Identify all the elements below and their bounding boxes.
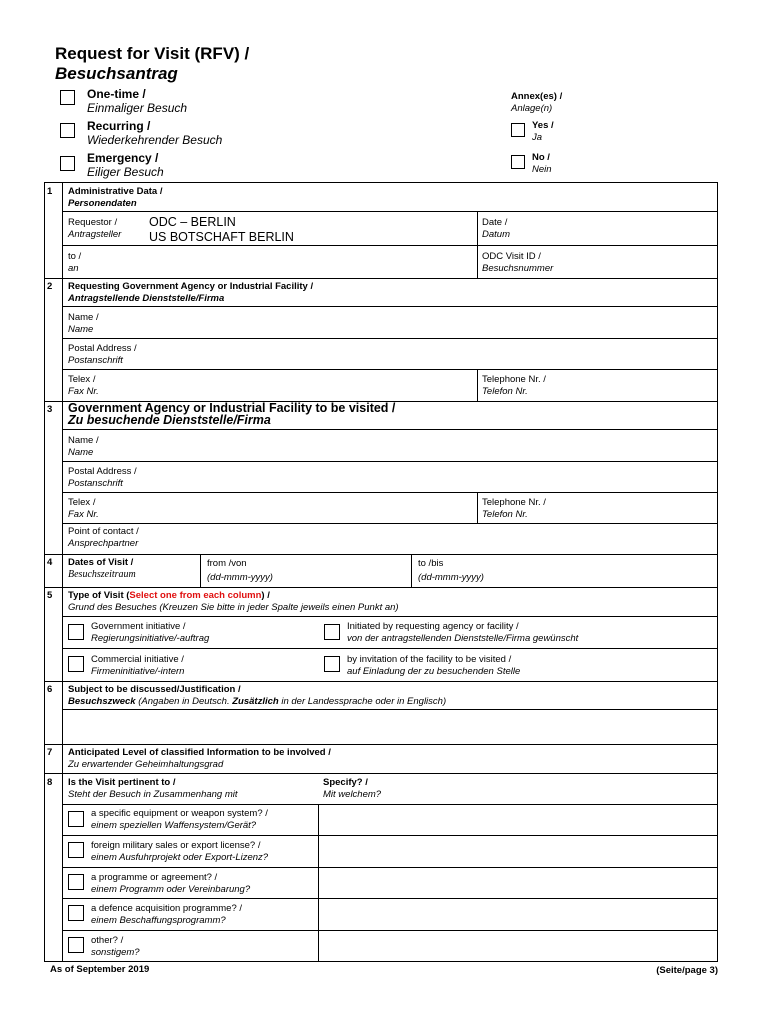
requestor-value[interactable]: ODC – BERLIN US BOTSCHAFT BERLIN [149,215,294,244]
section-7-number: 7 [47,747,53,758]
annex-yes-checkbox[interactable] [511,123,525,137]
s3-poc-label: Point of contact / Ansprechpartner [68,526,139,549]
acquisition-label: a defence acquisition programme? / einem Beschaffungsprogramm? [91,903,243,926]
invitation-label: by invitation of the facility to be visited / auf Einladung der zu besuchenden Stelle [347,654,521,677]
section-4-number: 4 [47,557,53,568]
to-label: to / an [68,251,82,274]
s8-specify: Specify? / Mit welchem? [323,777,382,800]
section-8-number: 8 [47,777,53,788]
annex-yes-label: Yes / Ja [532,120,554,143]
footer-page: (Seite/page 3) [656,965,718,976]
annex-no-checkbox[interactable] [511,155,525,169]
gov-initiative-checkbox[interactable] [68,624,84,640]
date-label: Date / Datum [482,217,510,240]
s7-title: Anticipated Level of classified Information to be involved / Zu erwartender Geheimhaltungsgrad [68,747,331,770]
section-2-title: Requesting Government Agency or Industrial Facility / Antragstellende Dienststelle/Firma [68,281,314,304]
s3-postal-label: Postal Address / Postanschrift [68,466,137,489]
s2-postal-label: Postal Address / Postanschrift [68,343,137,366]
s3-tel-label: Telephone Nr. / Telefon Nr. [482,497,546,520]
equipment-label: a specific equipment or weapon system? / einem speziellen Waffensystem/Gerät? [91,808,268,831]
s6-title: Subject to be discussed/Justification / Besuchszweck (Angaben in Deutsch. Zusätzlich in der Landessprache oder in Englisch) [68,684,447,707]
section-2-number: 2 [47,281,53,292]
emergency-checkbox[interactable] [60,156,75,171]
requesting-initiated-label: Initiated by requesting agency or facility / von der antragstellenden Dienststelle/Firma gewünscht [347,621,579,644]
s2-tel-label: Telephone Nr. / Telefon Nr. [482,374,546,397]
annex-no-label: No / Nein [532,152,552,175]
one-time-checkbox[interactable] [60,90,75,105]
s2-name-label: Name / Name [68,312,99,335]
s6-justification-field[interactable] [63,710,717,744]
recurring-checkbox[interactable] [60,123,75,138]
page-title: Request for Visit (RFV) / Besuchsantrag [55,44,250,83]
requestor-label: Requestor / Antragsteller [68,217,122,240]
section-1-title: Administrative Data / Personendaten [68,186,163,209]
other-checkbox[interactable] [68,937,84,953]
footer-date: As of September 2019 [50,964,150,975]
s8-title: Is the Visit pertinent to / Steht der Besuch in Zusammenhang mit [68,777,238,800]
s4-title: Dates of Visit / Besuchszeitraum [68,557,136,580]
one-time-label: One-time / Einmaliger Besuch [87,87,188,115]
annex-label: Annex(es) / Anlage(n) [511,91,563,114]
acquisition-checkbox[interactable] [68,905,84,921]
equipment-checkbox[interactable] [68,811,84,827]
export-label: foreign military sales or export license? / einem Ausfuhrprojekt oder Export-Lizenz? [91,840,269,863]
other-label: other? / sonstigem? [91,935,140,958]
section-3-title: Government Agency or Industrial Facility to be visited / Zu besuchende Dienststelle/Firma [68,401,396,427]
number-column-divider [62,182,63,962]
s4-from-label: from /von (dd-mmm-yyyy) [207,558,273,583]
s2-telex-label: Telex / Fax Nr. [68,374,99,397]
section-3-number: 3 [47,404,53,415]
commercial-initiative-label: Commercial initiative / Firmeninitiative/-intern [91,654,185,677]
s5-title: Type of Visit (Select one from each column) / Grund des Besuches (Kreuzen Sie bitte in jeder Spalte jeweils einen Punkt an) [68,590,399,613]
invitation-checkbox[interactable] [324,656,340,672]
emergency-label: Emergency / Eiliger Besuch [87,151,164,179]
section-1-number: 1 [47,186,53,197]
programme-label: a programme or agreement? / einem Programm oder Vereinbarung? [91,872,251,895]
s3-name-label: Name / Name [68,435,99,458]
s4-to-label: to /bis (dd-mmm-yyyy) [418,558,484,583]
recurring-label: Recurring / Wiederkehrender Besuch [87,119,223,147]
programme-checkbox[interactable] [68,874,84,890]
visit-id-label: ODC Visit ID / Besuchsnummer [482,251,554,274]
export-checkbox[interactable] [68,842,84,858]
commercial-initiative-checkbox[interactable] [68,656,84,672]
gov-initiative-label: Government initiative / Regierungsinitiative/-auftrag [91,621,210,644]
section-6-number: 6 [47,684,53,695]
s3-telex-label: Telex / Fax Nr. [68,497,99,520]
section-5-number: 5 [47,590,53,601]
requesting-initiated-checkbox[interactable] [324,624,340,640]
